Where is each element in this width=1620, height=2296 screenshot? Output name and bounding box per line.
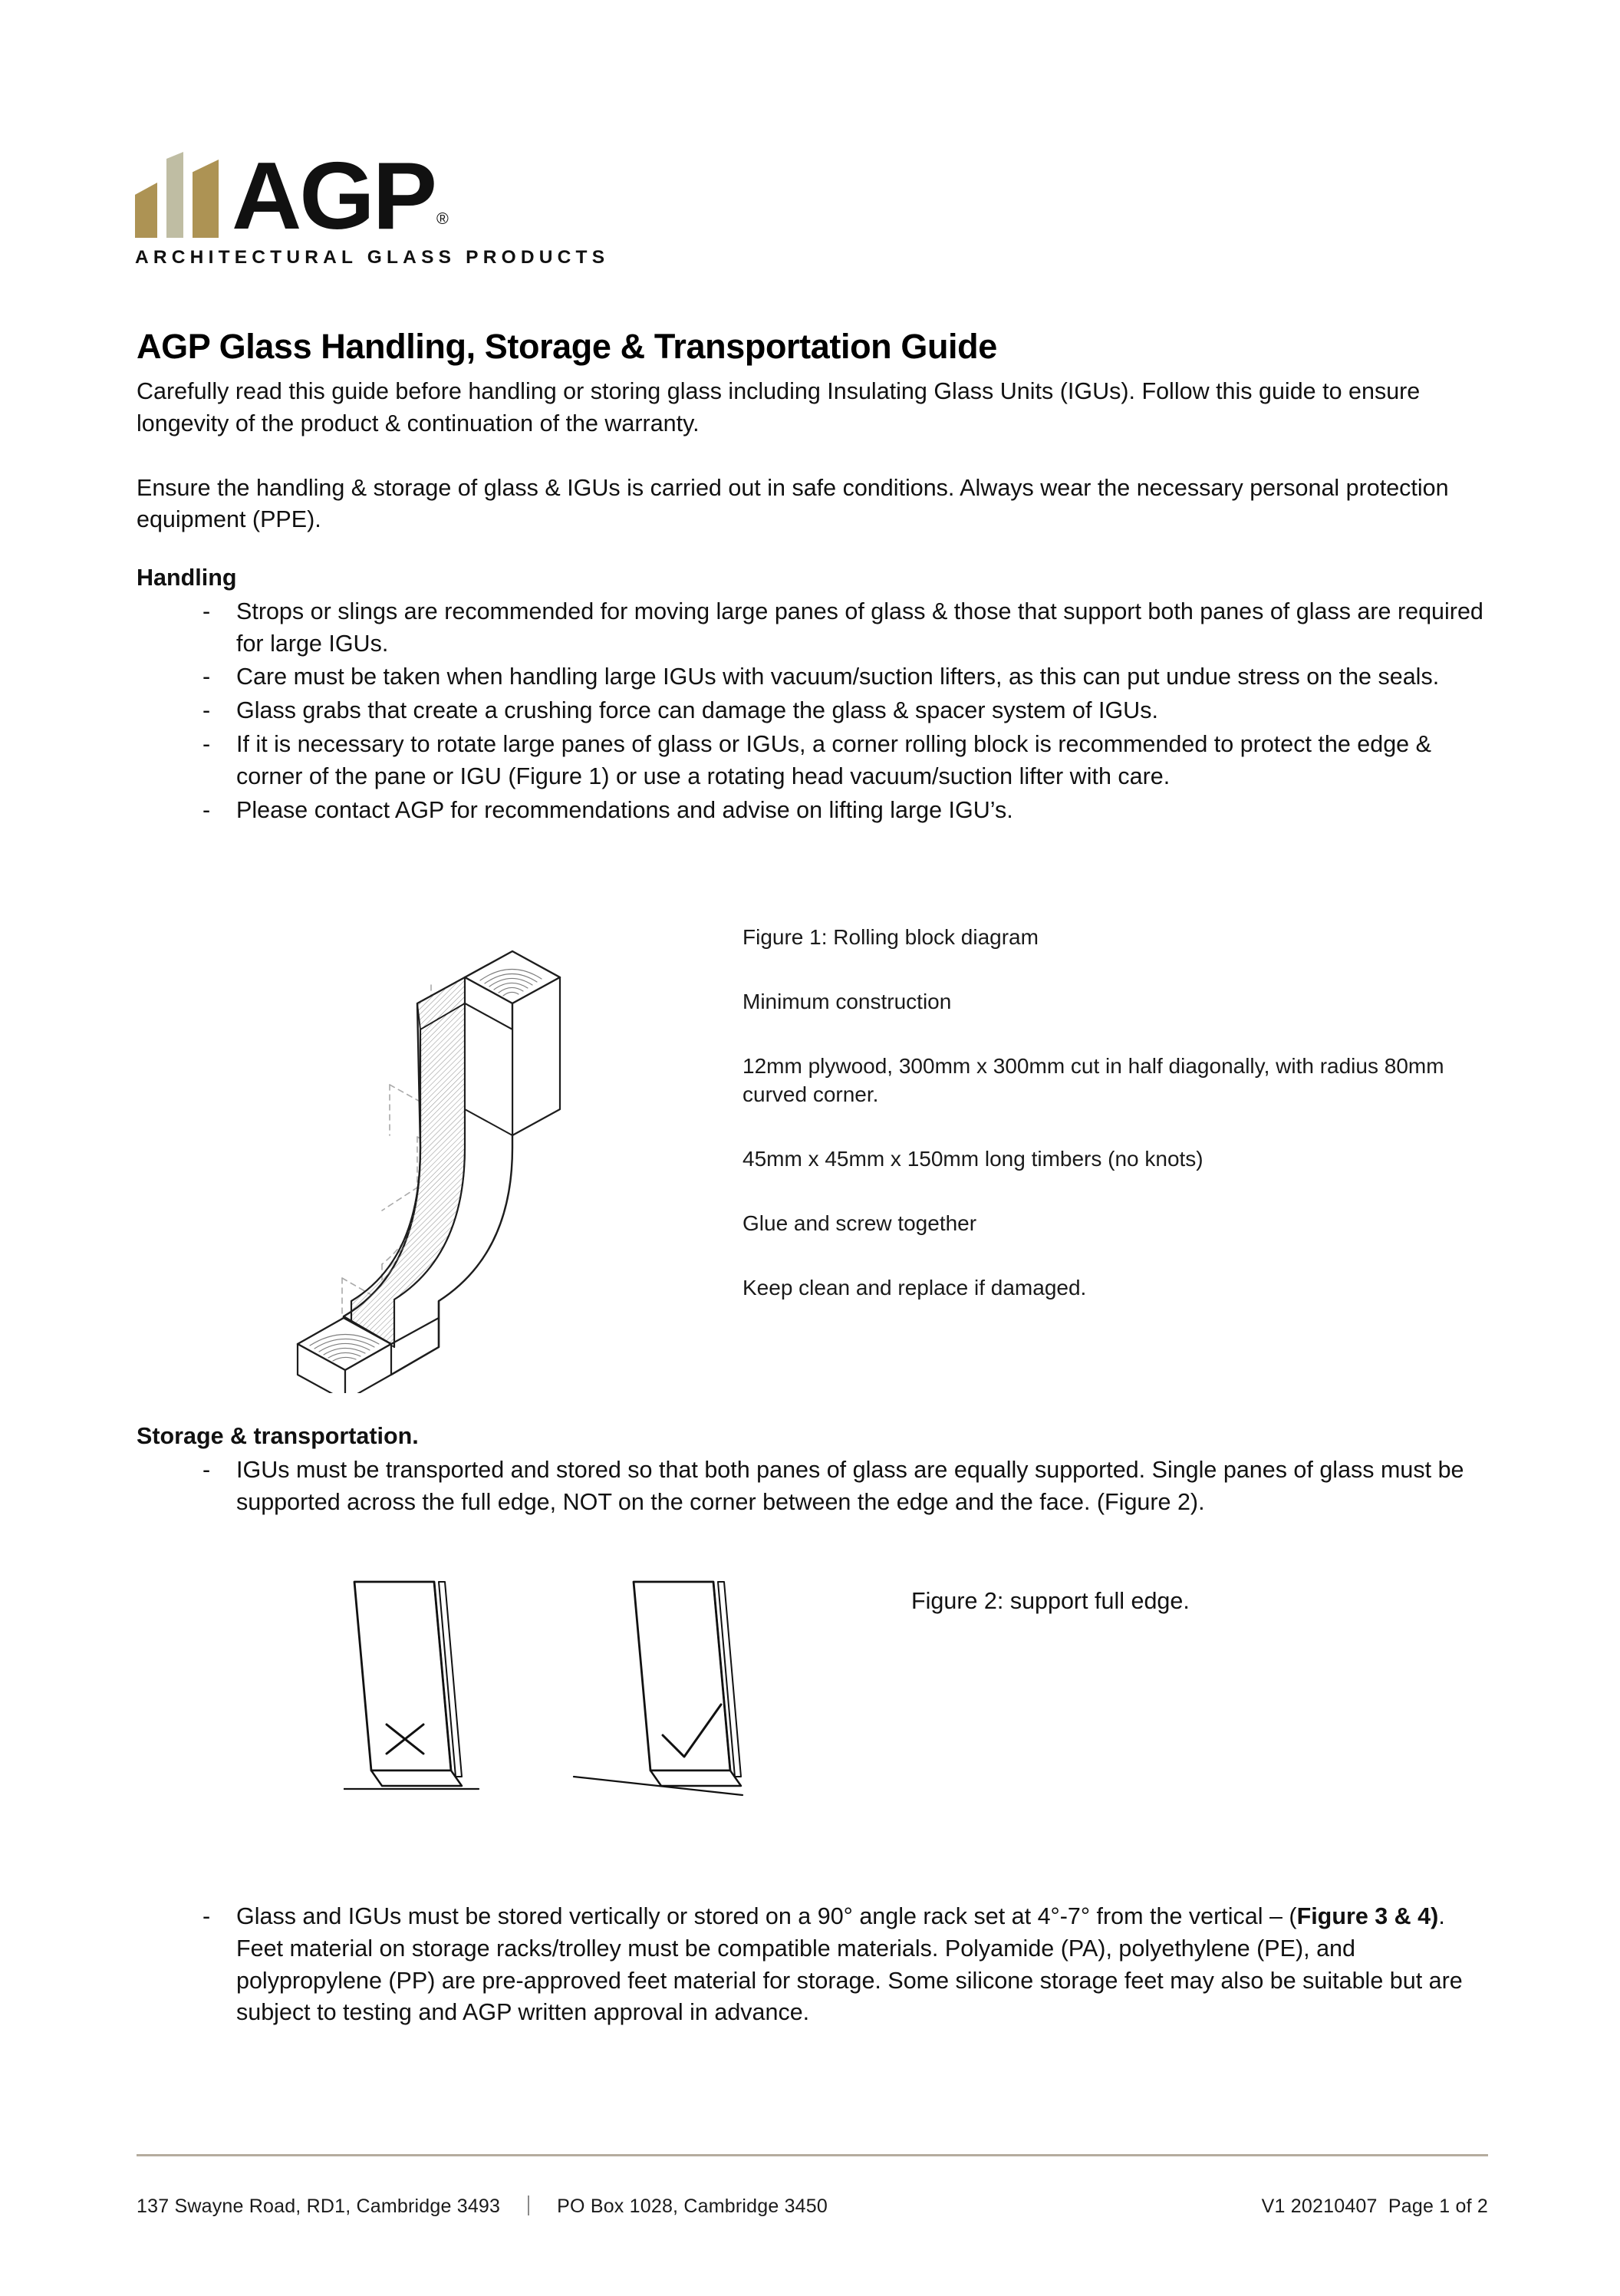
figure-1-caption: Figure 1: Rolling block diagram <box>742 925 1039 949</box>
list-item: - Care must be taken when handling large IGUs with vacuum/suction lifters, as this can put undue stress on the seals. <box>137 661 1487 693</box>
footer-postal: PO Box 1028, Cambridge 3450 <box>557 2196 828 2217</box>
logo-bar-3 <box>193 160 219 238</box>
agp-logo <box>135 137 610 268</box>
registered-trademark-icon: ® <box>436 210 449 229</box>
storage-bullet-list <box>137 1454 1487 1519</box>
list-item <box>137 1901 1487 2029</box>
logo-bar-1 <box>135 183 157 238</box>
logo-wordmark-text: AGP <box>232 143 435 250</box>
figure-1-line-1: Minimum construction <box>742 989 952 1013</box>
figure-1-line-4: Glue and screw together <box>742 1211 977 1235</box>
page-footer <box>137 2192 1488 2218</box>
handling-bullet-list <box>137 596 1487 826</box>
figure-2 <box>137 1557 1487 1849</box>
main-content <box>137 376 1487 828</box>
storage-heading: Storage & transportation. <box>137 1423 419 1449</box>
figure-2-caption: Figure 2: support full edge. <box>911 1588 1190 1614</box>
footer-separator-icon <box>528 2196 529 2215</box>
logo-bar-2 <box>166 152 183 238</box>
glass-support-diagram <box>344 1565 881 1841</box>
list-item: - Strops or slings are recommended for moving large panes of glass & those that support both panes of glass are required for large IGUs. <box>137 596 1487 660</box>
footer-contact <box>137 2192 828 2218</box>
footer-divider <box>137 2154 1488 2156</box>
final-note-part-2: . Feet material on storage racks/trolley must be compatible materials. Polyamide (PA), polyethylene (PE), and polypropylene (PP) are pre-approved feet material for storage. Some silicone storage feet may also be suitable but are subject to testing and AGP written approval in advance. <box>236 1903 1463 2026</box>
figure-1 <box>137 917 1487 1408</box>
list-item: - Please contact AGP for recommendations and advise on lifting large IGU’s. <box>137 795 1487 827</box>
logo-tagline: ARCHITECTURAL GLASS PRODUCTS <box>135 247 610 268</box>
list-item: - Glass grabs that create a crushing force can damage the glass & spacer system of IGUs. <box>137 695 1487 727</box>
logo-bars-icon <box>135 152 221 238</box>
logo-mark-row <box>135 137 534 250</box>
final-storage-note <box>137 1901 1487 2031</box>
final-note-bold: Figure 3 & 4) <box>1296 1903 1439 1929</box>
figure-1-line-5: Keep clean and replace if damaged. <box>742 1275 1087 1300</box>
footer-version-page: V1 20210407 Page 1 of 2 <box>1261 2196 1488 2217</box>
figure-1-line-3: 45mm x 45mm x 150mm long timbers (no knots) <box>742 1146 1203 1171</box>
figure-1-line-2: 12mm plywood, 300mm x 300mm cut in half diagonally, with radius 80mm curved corner. <box>742 1053 1444 1106</box>
storage-section <box>137 1421 1487 1520</box>
list-item: - IGUs must be transported and stored so that both panes of glass are equally supported. Single panes of glass must be supported across the full edge, NOT on the corner between the edge and the face. (Figure 2). <box>137 1454 1487 1519</box>
handling-heading: Handling <box>137 565 237 591</box>
figure-1-annotations <box>742 924 1510 1303</box>
logo-wordmark <box>232 143 449 250</box>
page-title: AGP Glass Handling, Storage & Transportation Guide <box>137 327 997 367</box>
footer-address: 137 Swayne Road, RD1, Cambridge 3493 <box>137 2196 501 2217</box>
final-note-part-1: Glass and IGUs must be stored vertically or stored on a 90° angle rack set at 4°-7° from the vertical – ( <box>236 1903 1297 1929</box>
final-bullet-list <box>137 1901 1487 2029</box>
list-item: - If it is necessary to rotate large panes of glass or IGUs, a corner rolling block is recommended to protect the edge & corner of the pane or IGU (Figure 1) or use a rotating head vacuum/suction lifter with care. <box>137 729 1487 793</box>
intro-paragraph-1: Carefully read this guide before handling or storing glass including Insulating Glass Units (IGUs). Follow this guide to ensure longevity of the product & continuation of the warranty. <box>137 378 1421 436</box>
rolling-block-diagram <box>267 917 604 1393</box>
intro-paragraph-2: Ensure the handling & storage of glass & IGUs is carried out in safe conditions. Always wear the necessary personal protection equipment (PPE). <box>137 474 1449 533</box>
